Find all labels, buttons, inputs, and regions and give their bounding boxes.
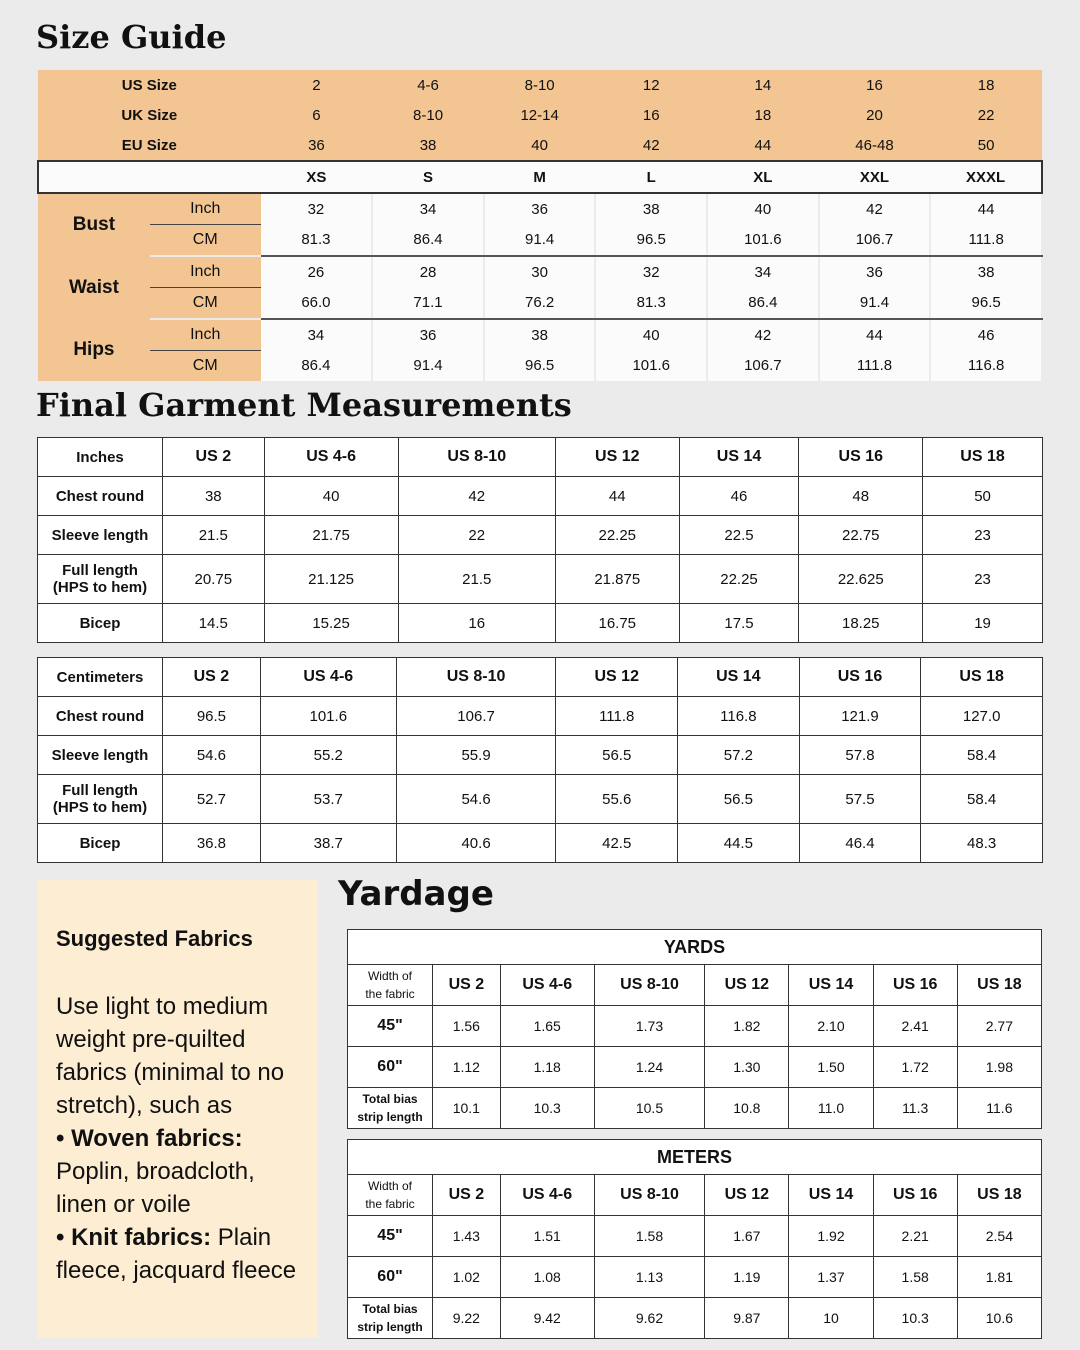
cell: 23 xyxy=(923,516,1043,555)
row-label-line1: Full length xyxy=(62,562,138,579)
hips-cm-row xyxy=(38,351,1042,382)
cell: 111.8 xyxy=(819,351,931,382)
cell: 9.22 xyxy=(433,1298,501,1339)
cell: 38.7 xyxy=(260,824,396,863)
fabrics-body xyxy=(56,990,311,1287)
cell: 42 xyxy=(398,477,555,516)
cell: 10.5 xyxy=(594,1088,705,1129)
cell: 96.5 xyxy=(930,288,1042,320)
cell: 1.08 xyxy=(500,1257,594,1298)
row-label-line2: strip length xyxy=(357,1110,423,1124)
size-header: US 8-10 xyxy=(396,658,556,697)
width-header-line1: Width of xyxy=(367,1179,412,1193)
header-row xyxy=(38,658,1043,697)
hips-label: Hips xyxy=(38,319,150,381)
row-label: UK Size xyxy=(38,100,261,130)
us-size-row xyxy=(38,70,1042,100)
cell: 14 xyxy=(707,70,819,100)
row-label: 60" xyxy=(348,1047,433,1088)
cell: 56.5 xyxy=(678,775,800,824)
size-header: US 12 xyxy=(555,438,679,477)
cell: 52.7 xyxy=(163,775,261,824)
bicep-row xyxy=(38,824,1043,863)
cell: 1.92 xyxy=(789,1216,873,1257)
cell: 111.8 xyxy=(556,697,678,736)
cell: 34 xyxy=(261,319,373,351)
uk-size-row xyxy=(38,100,1042,130)
row-label: Sleeve length xyxy=(38,516,163,555)
width-header-line2: the fabric xyxy=(365,1197,415,1211)
cell: 21.75 xyxy=(264,516,398,555)
cell: 71.1 xyxy=(372,288,484,320)
chest-round-row xyxy=(38,477,1043,516)
cell: 48.3 xyxy=(921,824,1043,863)
cell: 44 xyxy=(555,477,679,516)
sleeve-length-row xyxy=(38,736,1043,775)
cell: 101.6 xyxy=(260,697,396,736)
cell: 50 xyxy=(923,477,1043,516)
cell: 40 xyxy=(484,130,596,161)
cell: 46.4 xyxy=(799,824,921,863)
cell: 4-6 xyxy=(372,70,484,100)
cell: 40 xyxy=(707,193,819,225)
cell: 17.5 xyxy=(679,604,799,643)
size-header: US 8-10 xyxy=(594,965,705,1006)
garment-inches-table xyxy=(37,437,1043,643)
size-header: US 4-6 xyxy=(264,438,398,477)
cell: 1.58 xyxy=(873,1257,957,1298)
cell: 96.5 xyxy=(163,697,261,736)
cell: 58.4 xyxy=(921,775,1043,824)
cell: 1.81 xyxy=(957,1257,1041,1298)
unit-header: Inches xyxy=(38,438,163,477)
unit-label: Inch xyxy=(150,193,261,225)
cell: XXL xyxy=(819,161,931,193)
width-60-row xyxy=(348,1047,1042,1088)
row-label: Bicep xyxy=(38,604,163,643)
cell: 28 xyxy=(372,256,484,288)
cell: 2 xyxy=(261,70,373,100)
cell: 1.58 xyxy=(594,1216,705,1257)
cell: 22 xyxy=(398,516,555,555)
size-header: US 8-10 xyxy=(398,438,555,477)
cell: 38 xyxy=(595,193,707,225)
cell: 1.19 xyxy=(705,1257,789,1298)
cell: 1.37 xyxy=(789,1257,873,1298)
row-label-line1: Total bias xyxy=(362,1302,418,1316)
cell: 42 xyxy=(595,130,707,161)
cell: 16 xyxy=(398,604,555,643)
size-guide-table xyxy=(37,70,1043,381)
bust-cm-row xyxy=(38,225,1042,257)
full-length-row xyxy=(38,555,1043,604)
bias-strip-row xyxy=(348,1298,1042,1339)
width-header xyxy=(348,1175,433,1216)
bullet: • xyxy=(56,1125,65,1152)
cell: 116.8 xyxy=(678,697,800,736)
cell: 11.0 xyxy=(789,1088,873,1129)
cell: 42 xyxy=(707,319,819,351)
unit-label: CM xyxy=(150,351,261,382)
cell: 1.50 xyxy=(789,1047,873,1088)
cell: 55.2 xyxy=(260,736,396,775)
cell: 81.3 xyxy=(261,225,373,257)
size-header: US 16 xyxy=(799,658,921,697)
size-header: US 16 xyxy=(873,1175,957,1216)
cell: 6 xyxy=(261,100,373,130)
cell: 11.6 xyxy=(957,1088,1041,1129)
cell: 21.5 xyxy=(163,516,265,555)
yards-caption: YARDS xyxy=(348,930,1042,965)
cell: 12-14 xyxy=(484,100,596,130)
cell: 23 xyxy=(923,555,1043,604)
caption-row xyxy=(348,930,1042,965)
chest-round-row xyxy=(38,697,1043,736)
size-header: US 18 xyxy=(957,965,1041,1006)
cell: 20.75 xyxy=(163,555,265,604)
cell: 2.41 xyxy=(873,1006,957,1047)
cell: 1.30 xyxy=(705,1047,789,1088)
garment-title: Final Garment Measurements xyxy=(36,386,572,424)
cell: 19 xyxy=(923,604,1043,643)
cell: 22.5 xyxy=(679,516,799,555)
row-label: US Size xyxy=(38,70,261,100)
knit-text: Plain fleece, jacquard fleece xyxy=(56,1224,297,1284)
cell: 10 xyxy=(789,1298,873,1339)
size-header: US 4-6 xyxy=(500,965,594,1006)
cell: 44 xyxy=(707,130,819,161)
eu-size-row xyxy=(38,130,1042,161)
row-label-line1: Total bias xyxy=(362,1092,418,1106)
size-header: US 18 xyxy=(957,1175,1041,1216)
row-label: Chest round xyxy=(38,477,163,516)
size-header: US 16 xyxy=(799,438,923,477)
cell: 55.6 xyxy=(556,775,678,824)
garment-cm-table xyxy=(37,657,1043,863)
cell: 86.4 xyxy=(707,288,819,320)
yards-table xyxy=(347,929,1042,1129)
cell: 55.9 xyxy=(396,736,556,775)
cell: 53.7 xyxy=(260,775,396,824)
size-header: US 2 xyxy=(433,965,501,1006)
empty-cell xyxy=(38,161,261,193)
cell: 57.5 xyxy=(799,775,921,824)
cell: XXXL xyxy=(930,161,1042,193)
cell: XS xyxy=(261,161,373,193)
cell: 10.3 xyxy=(500,1088,594,1129)
row-label xyxy=(38,775,163,824)
row-label-line1: Full length xyxy=(62,782,138,799)
cell: 20 xyxy=(819,100,931,130)
cell: 91.4 xyxy=(484,225,596,257)
unit-label: Inch xyxy=(150,319,261,351)
cell: 18 xyxy=(930,70,1042,100)
cell: 54.6 xyxy=(396,775,556,824)
fabrics-title: Suggested Fabrics xyxy=(56,926,253,951)
cell: 38 xyxy=(484,319,596,351)
cell: 10.6 xyxy=(957,1298,1041,1339)
cell: 36 xyxy=(372,319,484,351)
size-header: US 14 xyxy=(679,438,799,477)
hips-inch-row xyxy=(38,319,1042,351)
size-header: US 4-6 xyxy=(260,658,396,697)
cell: 16.75 xyxy=(555,604,679,643)
letter-size-row xyxy=(38,161,1042,193)
cell: 34 xyxy=(707,256,819,288)
size-header: US 14 xyxy=(678,658,800,697)
caption-row xyxy=(348,1140,1042,1175)
cell: 96.5 xyxy=(484,351,596,382)
cell: 81.3 xyxy=(595,288,707,320)
cell: 54.6 xyxy=(163,736,261,775)
cell: 40 xyxy=(264,477,398,516)
cell: 1.56 xyxy=(433,1006,501,1047)
cell: 1.72 xyxy=(873,1047,957,1088)
cell: 96.5 xyxy=(595,225,707,257)
cell: 10.1 xyxy=(433,1088,501,1129)
size-header: US 18 xyxy=(921,658,1043,697)
cell: 1.73 xyxy=(594,1006,705,1047)
cell: 1.51 xyxy=(500,1216,594,1257)
cell: 48 xyxy=(799,477,923,516)
size-header: US 14 xyxy=(789,965,873,1006)
bust-inch-row xyxy=(38,193,1042,225)
cell: 111.8 xyxy=(930,225,1042,257)
cell: 1.18 xyxy=(500,1047,594,1088)
unit-label: CM xyxy=(150,288,261,320)
waist-inch-row xyxy=(38,256,1042,288)
knit-label: Knit fabrics: xyxy=(71,1224,212,1251)
row-label: 45" xyxy=(348,1006,433,1047)
cell: 34 xyxy=(372,193,484,225)
cell: 21.5 xyxy=(398,555,555,604)
waist-cm-row xyxy=(38,288,1042,320)
cell: 9.62 xyxy=(594,1298,705,1339)
cell: 91.4 xyxy=(372,351,484,382)
row-label: Chest round xyxy=(38,697,163,736)
cell: 1.82 xyxy=(705,1006,789,1047)
row-label-line2: (HPS to hem) xyxy=(52,579,148,596)
cell: 9.87 xyxy=(705,1298,789,1339)
cell: 76.2 xyxy=(484,288,596,320)
woven-text: Poplin, broadcloth, linen or voile xyxy=(56,1158,255,1218)
size-header: US 4-6 xyxy=(500,1175,594,1216)
row-label xyxy=(348,1088,433,1129)
cell: 1.12 xyxy=(433,1047,501,1088)
cell: 21.875 xyxy=(555,555,679,604)
cell: 101.6 xyxy=(595,351,707,382)
cell: 32 xyxy=(261,193,373,225)
cell: 16 xyxy=(595,100,707,130)
width-45-row xyxy=(348,1216,1042,1257)
size-header: US 8-10 xyxy=(594,1175,705,1216)
suggested-fabrics-panel xyxy=(37,880,318,1338)
cell: 106.7 xyxy=(819,225,931,257)
cell: 30 xyxy=(484,256,596,288)
size-header: US 12 xyxy=(705,1175,789,1216)
row-label: Sleeve length xyxy=(38,736,163,775)
cell: 1.67 xyxy=(705,1216,789,1257)
header-row xyxy=(348,1175,1042,1216)
bust-label: Bust xyxy=(38,193,150,256)
cell: XL xyxy=(707,161,819,193)
cell: 46 xyxy=(679,477,799,516)
cell: 2.10 xyxy=(789,1006,873,1047)
size-header: US 12 xyxy=(705,965,789,1006)
cell: 1.43 xyxy=(433,1216,501,1257)
cell: 127.0 xyxy=(921,697,1043,736)
cell: 50 xyxy=(930,130,1042,161)
cell: 86.4 xyxy=(261,351,373,382)
cell: 36.8 xyxy=(163,824,261,863)
bullet: • xyxy=(56,1224,65,1251)
cell: 10.3 xyxy=(873,1298,957,1339)
width-45-row xyxy=(348,1006,1042,1047)
row-label: 60" xyxy=(348,1257,433,1298)
fabrics-intro: Use light to medium weight pre-quilted fabrics (minimal to no stretch), such as xyxy=(56,993,285,1119)
cell: 101.6 xyxy=(707,225,819,257)
cell: 36 xyxy=(819,256,931,288)
cell: 8-10 xyxy=(484,70,596,100)
row-label-line2: (HPS to hem) xyxy=(52,799,148,816)
cell: 1.65 xyxy=(500,1006,594,1047)
cell: 38 xyxy=(372,130,484,161)
cell: 44 xyxy=(819,319,931,351)
width-60-row xyxy=(348,1257,1042,1298)
size-header: US 14 xyxy=(789,1175,873,1216)
size-header: US 2 xyxy=(163,438,265,477)
width-header-line2: the fabric xyxy=(365,987,415,1001)
size-header: US 18 xyxy=(923,438,1043,477)
width-header xyxy=(348,965,433,1006)
cell: 56.5 xyxy=(556,736,678,775)
cell: 57.2 xyxy=(678,736,800,775)
cell: 40 xyxy=(595,319,707,351)
cell: 21.125 xyxy=(264,555,398,604)
row-label: EU Size xyxy=(38,130,261,161)
cell: 1.24 xyxy=(594,1047,705,1088)
cell: 10.8 xyxy=(705,1088,789,1129)
cell: 18.25 xyxy=(799,604,923,643)
unit-header: Centimeters xyxy=(38,658,163,697)
size-header: US 2 xyxy=(433,1175,501,1216)
cell: 12 xyxy=(595,70,707,100)
row-label xyxy=(38,555,163,604)
meters-table xyxy=(347,1139,1042,1339)
header-row xyxy=(38,438,1043,477)
cell: 22.625 xyxy=(799,555,923,604)
cell: 2.54 xyxy=(957,1216,1041,1257)
cell: 121.9 xyxy=(799,697,921,736)
cell: 18 xyxy=(707,100,819,130)
row-label: 45" xyxy=(348,1216,433,1257)
cell: 44.5 xyxy=(678,824,800,863)
cell: 2.77 xyxy=(957,1006,1041,1047)
unit-label: Inch xyxy=(150,256,261,288)
cell: M xyxy=(484,161,596,193)
cell: 40.6 xyxy=(396,824,556,863)
cell: 57.8 xyxy=(799,736,921,775)
waist-label: Waist xyxy=(38,256,150,319)
cell: 58.4 xyxy=(921,736,1043,775)
cell: 15.25 xyxy=(264,604,398,643)
cell: 16 xyxy=(819,70,931,100)
cell: 9.42 xyxy=(500,1298,594,1339)
sleeve-length-row xyxy=(38,516,1043,555)
size-guide-title: Size Guide xyxy=(36,18,227,56)
cell: 91.4 xyxy=(819,288,931,320)
cell: L xyxy=(595,161,707,193)
meters-caption: METERS xyxy=(348,1140,1042,1175)
cell: 46 xyxy=(930,319,1042,351)
bicep-row xyxy=(38,604,1043,643)
cell: 22.25 xyxy=(555,516,679,555)
cell: 14.5 xyxy=(163,604,265,643)
cell: 1.98 xyxy=(957,1047,1041,1088)
cell: 86.4 xyxy=(372,225,484,257)
cell: 106.7 xyxy=(396,697,556,736)
cell: 22 xyxy=(930,100,1042,130)
cell: 38 xyxy=(930,256,1042,288)
cell: 11.3 xyxy=(873,1088,957,1129)
cell: 106.7 xyxy=(707,351,819,382)
cell: 38 xyxy=(163,477,265,516)
header-row xyxy=(348,965,1042,1006)
cell: 1.02 xyxy=(433,1257,501,1298)
size-header: US 2 xyxy=(163,658,261,697)
woven-label: Woven fabrics: xyxy=(71,1125,243,1152)
yardage-title: Yardage xyxy=(338,874,494,914)
size-header: US 16 xyxy=(873,965,957,1006)
cell: 32 xyxy=(595,256,707,288)
cell: 116.8 xyxy=(930,351,1042,382)
cell: 26 xyxy=(261,256,373,288)
cell: 46-48 xyxy=(819,130,931,161)
unit-label: CM xyxy=(150,225,261,257)
row-label: Bicep xyxy=(38,824,163,863)
cell: 66.0 xyxy=(261,288,373,320)
cell: S xyxy=(372,161,484,193)
cell: 42 xyxy=(819,193,931,225)
cell: 22.25 xyxy=(679,555,799,604)
row-label xyxy=(348,1298,433,1339)
cell: 36 xyxy=(261,130,373,161)
width-header-line1: Width of xyxy=(367,969,412,983)
bias-strip-row xyxy=(348,1088,1042,1129)
cell: 1.13 xyxy=(594,1257,705,1298)
full-length-row xyxy=(38,775,1043,824)
row-label-line2: strip length xyxy=(357,1320,423,1334)
size-header: US 12 xyxy=(556,658,678,697)
cell: 44 xyxy=(930,193,1042,225)
cell: 8-10 xyxy=(372,100,484,130)
cell: 2.21 xyxy=(873,1216,957,1257)
cell: 42.5 xyxy=(556,824,678,863)
cell: 36 xyxy=(484,193,596,225)
cell: 22.75 xyxy=(799,516,923,555)
